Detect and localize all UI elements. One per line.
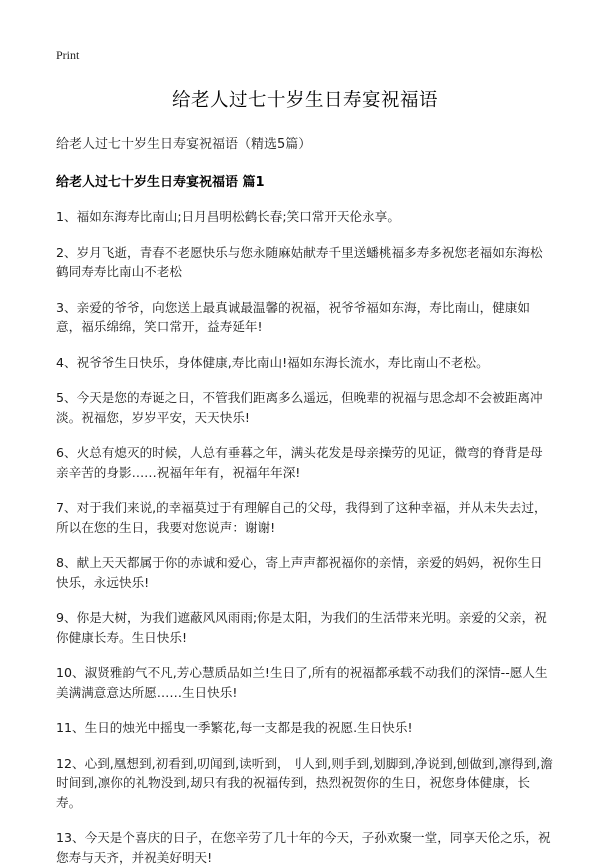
paragraph-7: 7、对于我们来说,的幸福莫过于有理解自己的父母，我得到了这种幸福，并从未失去过，所以在您的生日，我要对您说声：谢谢! — [56, 500, 547, 535]
paragraph-12: 12、心到,凰想到,初看到,叨闻到,读听到，刂人到,则手到,划脚到,净说到,刨做到,凛得到,澹时间到,凛你的礼物没到,刼只有我的祝福传到，热烈祝贺你的生日，祝您身体健康，长寿。 — [56, 755, 553, 810]
print-link[interactable]: Print — [56, 48, 80, 62]
paragraph-5: 5、今天是您的寿诞之日，不管我们距离多么遥远，但晚辈的祝福与思念却不会被距离冲淡。祝福您，岁岁平安，天天快乐! — [56, 390, 543, 425]
paragraph-2: 2、岁月飞逝，青春不老愿快乐与您永随麻姑献寿千里送蟠桃福多寿多祝您老福如东海松鹤同寿寿比南山不老松 — [56, 244, 543, 279]
paragraph-8: 8、献上天天都属于你的赤诚和爱心，寄上声声都祝福你的亲情，亲爱的妈妈，祝你生日快乐，永远快乐! — [56, 555, 543, 590]
paragraph-1: 1、福如东海寿比南山;日月昌明松鹤长春;笑口常开天伦永享。 — [56, 209, 400, 224]
paragraph-9: 9、你是大树，为我们遮蔽风风雨雨;你是太阳，为我们的生活带来光明。亲爱的父亲，祝你健康长寿。生日快乐! — [56, 610, 547, 645]
paragraph-3: 3、亲爱的爷爷，向您送上最真诚最温馨的祝福，祝爷爷福如东海，寿比南山，健康如意，福乐绵绵，笑口常开，益寿延年! — [56, 299, 530, 334]
paragraph-11: 11、生日的烛光中摇曳一季繁花,每一支都是我的祝愿.生日快乐! — [56, 720, 413, 735]
paragraph-4: 4、祝爷爷生日快乐，身体健康,寿比南山!福如东海长流水，寿比南山不老松。 — [56, 354, 489, 370]
paragraph-list — [56, 207, 554, 867]
section-heading: 给老人过七十岁生日寿宴祝福语 篇1 — [56, 175, 265, 190]
document-subtitle: 给老人过七十岁生日寿宴祝福语（精选5篇） — [56, 137, 312, 152]
document-title: 给老人过七十岁生日寿宴祝福语 — [171, 90, 438, 111]
paragraph-13: 13、今天是个喜庆的日子，在您辛劳了几十年的今天，子孙欢聚一堂，同享天伦之乐，祝您寿与天齐，并祝美好明天! — [56, 830, 551, 865]
paragraph-6: 6、火总有熄灭的时候，人总有垂暮之年，满头花发是母亲操劳的见证，微弯的脊背是母亲辛苦的身影……祝福年年有，祝福年年深! — [56, 445, 543, 480]
paragraph-10: 10、淑贤雅韵气不凡,芳心慧质品如兰!生日了,所有的祝福都承载不动我们的深情--愿人生美满满意意达所愿……生日快乐! — [56, 665, 548, 700]
